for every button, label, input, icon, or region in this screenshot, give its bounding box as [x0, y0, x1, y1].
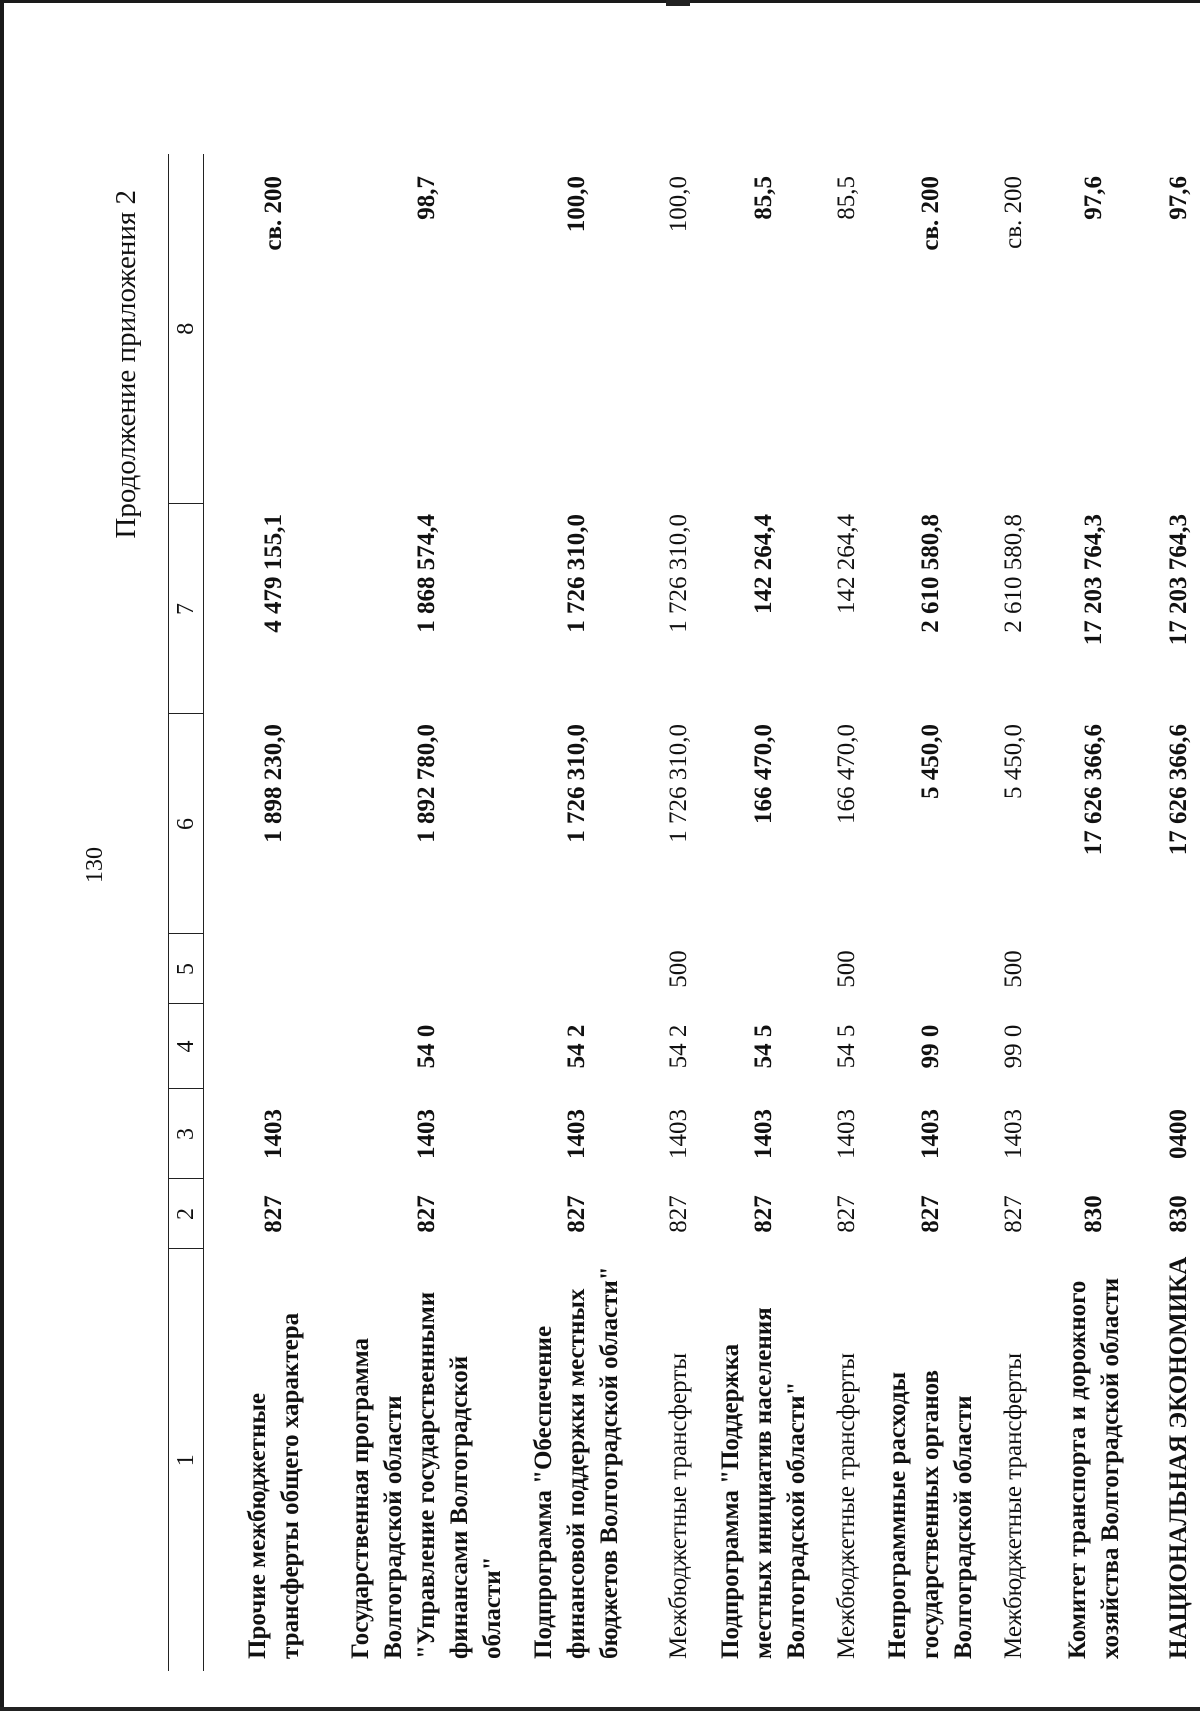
- row-name: Комитет транспорта и дорожного хозяйства Волгоградской области: [1063, 1277, 1124, 1659]
- planned-amount: 5 450,0: [916, 724, 944, 799]
- ministry-code: 827: [412, 1195, 440, 1233]
- row-name: Межбюджетные трансферты: [665, 1352, 692, 1659]
- section-code: 1403: [916, 1109, 944, 1159]
- actual-amount: 1 726 310,0: [665, 514, 692, 633]
- expense-type-code: 500: [665, 950, 692, 988]
- column-header: 5: [169, 934, 204, 1004]
- program-code: 54 2: [562, 1024, 590, 1069]
- ministry-code: 827: [1000, 1195, 1027, 1233]
- section-code: [1048, 1089, 1140, 1179]
- section-code: 1403: [833, 1109, 860, 1159]
- planned-amount: 1 892 780,0: [412, 724, 440, 843]
- column-header: 8: [169, 154, 204, 504]
- expense-type-code: [344, 934, 509, 1004]
- program-code: 99 0: [1000, 1024, 1027, 1069]
- section-code: 1403: [562, 1109, 590, 1159]
- actual-amount: 4 479 155,1: [260, 514, 288, 633]
- planned-amount: 1 726 310,0: [562, 724, 590, 843]
- program-code: [1140, 1004, 1200, 1089]
- ministry-code: 827: [916, 1195, 944, 1233]
- table-row: [644, 154, 714, 1671]
- program-code: [204, 1004, 344, 1089]
- expense-type-code: 500: [833, 950, 860, 988]
- actual-amount: 2 610 580,8: [1000, 514, 1027, 633]
- planned-amount: 17 626 366,6: [1080, 724, 1107, 856]
- expense-type-code: 500: [1000, 950, 1027, 988]
- table-row: [1048, 154, 1140, 1671]
- expense-type-code: [204, 934, 344, 1004]
- section-code: 0400: [1165, 1109, 1192, 1159]
- column-header: 3: [169, 1089, 204, 1179]
- program-code: 54 0: [412, 1024, 440, 1069]
- section-code: 1403: [260, 1109, 288, 1159]
- execution-percent: св. 200: [1000, 176, 1027, 249]
- actual-amount: 1 868 574,4: [412, 514, 440, 633]
- actual-amount: 1 726 310,0: [562, 514, 590, 633]
- actual-amount: 2 610 580,8: [916, 514, 944, 633]
- ministry-code: 827: [562, 1195, 590, 1233]
- planned-amount: 166 470,0: [833, 724, 860, 824]
- execution-percent: 97,6: [1080, 176, 1107, 220]
- expense-type-code: [1048, 934, 1140, 1004]
- table-row: [344, 154, 509, 1671]
- program-code: [1048, 1004, 1140, 1089]
- table-row: [980, 154, 1048, 1671]
- table-row: [1140, 154, 1200, 1671]
- row-name: Подпрограмма "Обеспечение финансовой поддержки местных бюджетов Волгоградской области": [529, 1266, 623, 1659]
- column-header: 1: [169, 1249, 204, 1671]
- ministry-code: 827: [833, 1195, 860, 1233]
- expense-type-code: [881, 934, 980, 1004]
- section-code: 1403: [1000, 1109, 1027, 1159]
- table-row: [881, 154, 980, 1671]
- execution-percent: 97,6: [1165, 176, 1192, 220]
- actual-amount: 142 264,4: [749, 514, 777, 614]
- section-code: 1403: [665, 1109, 692, 1159]
- table-row: [714, 154, 813, 1671]
- program-code: 54 5: [749, 1024, 777, 1069]
- execution-percent: св. 200: [260, 176, 288, 251]
- row-name: НАЦИОНАЛЬНАЯ ЭКОНОМИКА: [1165, 1256, 1192, 1659]
- planned-amount: 1 898 230,0: [260, 724, 288, 843]
- table-row: [813, 154, 881, 1671]
- column-header: 4: [169, 1004, 204, 1089]
- execution-percent: 100,0: [665, 176, 692, 233]
- table-header-row: [169, 154, 204, 1671]
- execution-percent: 100,0: [562, 176, 590, 233]
- expense-type-code: [714, 934, 813, 1004]
- planned-amount: 1 726 310,0: [665, 724, 692, 843]
- page-number: 130: [82, 847, 108, 883]
- ministry-code: 827: [260, 1195, 288, 1233]
- row-name: Подпрограмма "Поддержка местных инициатив населения Волгоградской области": [716, 1307, 810, 1659]
- execution-percent: св. 200: [916, 176, 944, 251]
- column-header: 7: [169, 504, 204, 714]
- column-header: 2: [169, 1179, 204, 1249]
- ministry-code: 830: [1165, 1195, 1192, 1233]
- execution-percent: 85,5: [749, 176, 777, 220]
- actual-amount: 17 203 764,3: [1165, 514, 1192, 646]
- budget-table: [168, 154, 1200, 1671]
- program-code: 54 2: [665, 1024, 692, 1069]
- row-name: Межбюджетные трансферты: [833, 1352, 860, 1659]
- row-name: Непрограммные расходы государственных органов Волгоградской области: [883, 1369, 977, 1659]
- execution-percent: 98,7: [412, 176, 440, 220]
- row-name: Межбюджетные трансферты: [1000, 1352, 1027, 1659]
- actual-amount: 17 203 764,3: [1080, 514, 1107, 646]
- ministry-code: 830: [1080, 1195, 1107, 1233]
- ministry-code: 827: [665, 1195, 692, 1233]
- table-row: [509, 154, 644, 1671]
- planned-amount: 5 450,0: [1000, 724, 1027, 799]
- section-code: 1403: [412, 1109, 440, 1159]
- section-code: 1403: [749, 1109, 777, 1159]
- row-name: Прочие межбюджетные трансферты общего характера: [243, 1312, 304, 1659]
- execution-percent: 85,5: [833, 176, 860, 220]
- row-name: Государственная программа Волгоградской области "Управление государственными финансами Волгоградской области": [346, 1291, 506, 1659]
- program-code: 54 5: [833, 1024, 860, 1069]
- expense-type-code: [1140, 934, 1200, 1004]
- planned-amount: 166 470,0: [749, 724, 777, 824]
- program-code: 99 0: [916, 1024, 944, 1069]
- ministry-code: 827: [749, 1195, 777, 1233]
- table-row: [204, 154, 344, 1671]
- expense-type-code: [509, 934, 644, 1004]
- continuation-label: Продолжение приложения 2: [110, 190, 142, 539]
- actual-amount: 142 264,4: [833, 514, 860, 614]
- planned-amount: 17 626 366,6: [1165, 724, 1192, 856]
- column-header: 6: [169, 714, 204, 934]
